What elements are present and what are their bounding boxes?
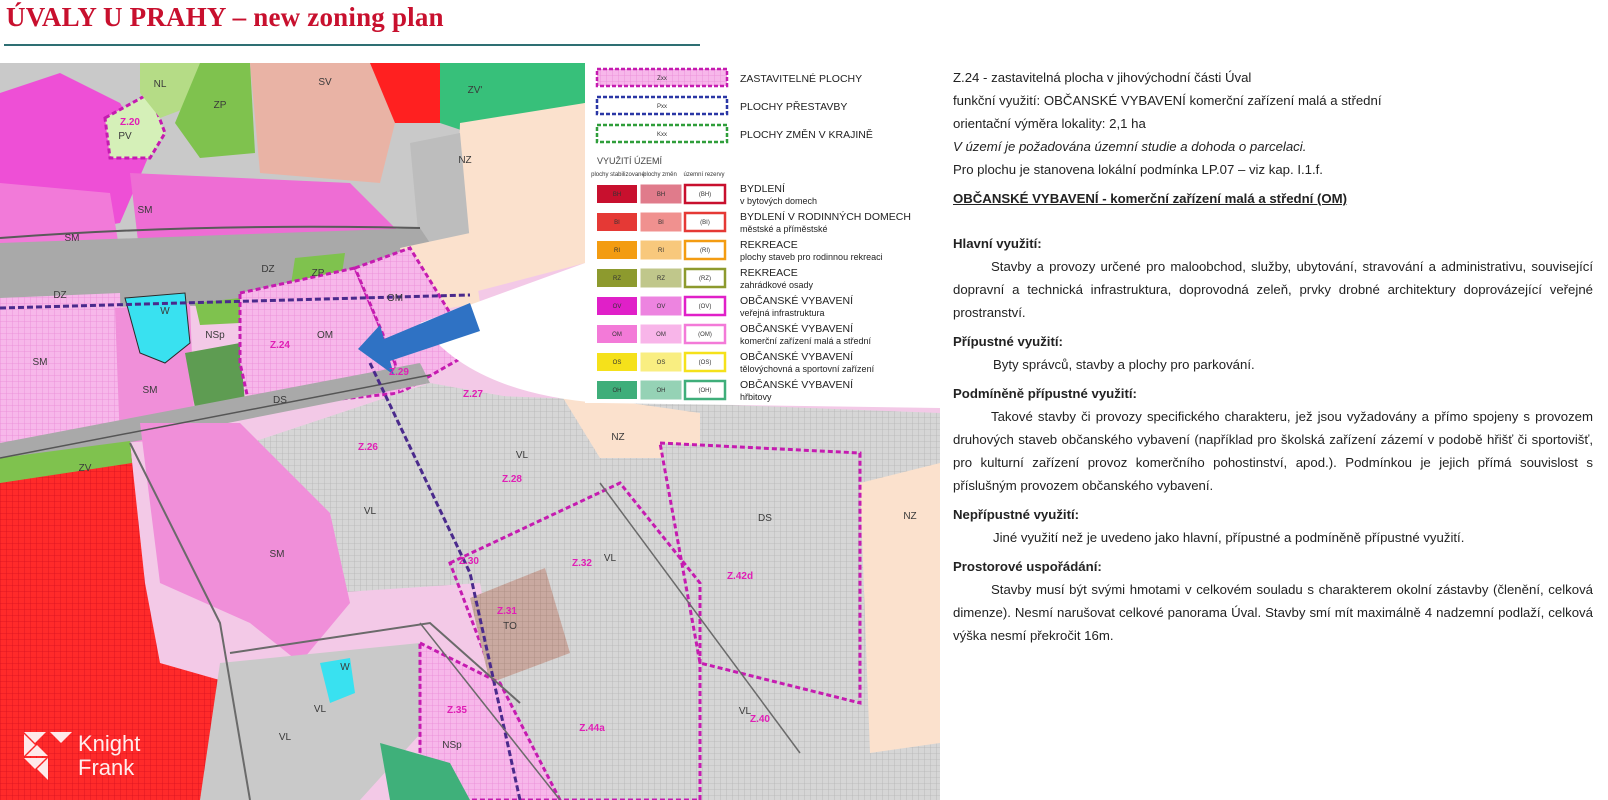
legend-row-title: BYDLENÍ V RODINNÝCH DOMECH	[740, 211, 911, 223]
legend-change-type: ZASTAVITELNÉ PLOCHY	[740, 73, 863, 85]
legend-swatch-code: (OV)	[698, 304, 712, 310]
logo-text-line2: Frank	[78, 755, 135, 780]
legend-row-title: BYDLENÍ	[740, 183, 785, 195]
intro-line: funkční využití: OBČANSKÉ VYBAVENÍ komerční zařízení malá a střední	[953, 93, 1382, 108]
zone-label: Z.26	[357, 442, 379, 453]
legend-chip-label: Kxx	[656, 132, 668, 138]
area-code-label: ZP	[213, 100, 227, 111]
knight-frank-logo	[24, 728, 164, 786]
zone-label: Z.31	[496, 606, 518, 617]
section-body: Byty správců, stavby a plochy pro parkování.	[993, 357, 1255, 372]
area-code-label: VL	[515, 450, 529, 461]
legend-swatch-code: OV	[656, 304, 666, 310]
area-code-label: NL	[153, 79, 167, 90]
legend-swatch-code: RI	[658, 248, 664, 254]
legend-swatch-code: RI	[614, 248, 620, 254]
legend-chip-label: Zxx	[657, 76, 667, 82]
area-nz-southeast	[860, 463, 940, 753]
area-code-label: VL	[603, 553, 617, 564]
legend-chip-label: Pxx	[656, 104, 668, 110]
zoning-map	[0, 63, 940, 800]
legend-swatch-code: (BI)	[700, 220, 710, 226]
section-body: Takové stavby či provozy specifického charakteru, jež jsou vyžadovány a přímo spojeny s provozem druhových staveb občanského vybavení (například pro školská zařízení zázemí v podobě hřišť či sportovišť, pro kulturní zařízení provoz komerčního pohostinství, apod.). Podmínkou je jejich přímá souvislost s příslušným provozem občanského vybavení.	[953, 409, 1593, 493]
area-code-label: VL	[738, 706, 752, 717]
section-heading: OBČANSKÉ VYBAVENÍ - komerční zařízení malá a střední (OM)	[953, 191, 1348, 206]
zone-label: Z.28	[501, 474, 523, 485]
legend-swatch-code: (BH)	[698, 192, 712, 198]
section-body: Stavby a provozy určené pro maloobchod, služby, ubytování, stravování a administrativu, související dopravní a technická infrastruktura, doprovodná zeleň, prvky drobné architektury doprovázející veřejné prostranství.	[953, 259, 1593, 320]
area-code-label: DZ	[53, 290, 67, 301]
area-code-label: OM	[386, 293, 404, 304]
section-title: Nepřípustné využití:	[953, 507, 1080, 522]
legend-row-title: OBČANSKÉ VYBAVENÍ	[740, 295, 854, 307]
page-title: ÚVALY U PRAHY – new zoning plan	[6, 2, 444, 32]
legend-row-title: OBČANSKÉ VYBAVENÍ	[740, 323, 854, 335]
intro-line: orientační výměra lokality: 2,1 ha	[953, 116, 1146, 131]
legend-row-title: REKREACE	[740, 239, 798, 251]
legend-swatch-code: OH	[656, 388, 666, 394]
area-code-label: NZ	[458, 155, 472, 166]
legend-row-subtitle: městské a příměstské	[740, 224, 828, 234]
area-code-label: DS	[758, 513, 772, 524]
area-code-label: W	[160, 306, 170, 317]
legend-swatch-code: BH	[612, 192, 622, 198]
legend-swatch-code: OS	[612, 360, 622, 366]
legend-row-title: REKREACE	[740, 267, 798, 279]
area-code-label: NZ	[611, 432, 625, 443]
zone-label: Z.40	[749, 714, 771, 725]
legend-swatch-code: OH	[612, 388, 622, 394]
zone-label: Z.42d	[726, 571, 754, 582]
legend-swatch-code: OS	[656, 360, 666, 366]
legend-swatch-code: (RZ)	[699, 276, 711, 282]
legend-row-subtitle: tělovýchovná a sportovní zařízení	[740, 364, 875, 374]
section-body: Jiné využití než je uvedeno jako hlavní, přípustné a podmíněně přípustné využití.	[993, 530, 1465, 545]
zone-label: Z.35	[446, 705, 468, 716]
map-legend	[585, 63, 940, 403]
legend-swatch-code: OM	[656, 332, 666, 338]
section-title: Podmíněně přípustné využití:	[953, 386, 1137, 401]
area-code-label: VL	[278, 732, 292, 743]
area-code-label: SM	[64, 233, 80, 244]
legend-swatch-code: (OS)	[698, 360, 712, 366]
section-title: Hlavní využití:	[953, 236, 1042, 251]
legend-swatch-code: (OM)	[698, 332, 712, 338]
area-code-label: NZ	[903, 511, 917, 522]
area-code-label: OM	[316, 330, 334, 341]
intro-italic-line: V území je požadována územní studie a dohoda o parcelaci.	[953, 139, 1307, 154]
area-code-label: SM	[137, 205, 153, 216]
legend-row-title: OBČANSKÉ VYBAVENÍ	[740, 351, 854, 363]
area-code-label: TO	[503, 621, 517, 632]
legend-col-header: územní rezervy	[683, 172, 725, 178]
area-code-label: DS	[273, 395, 287, 406]
logo-text-line1: Knight	[78, 731, 141, 756]
area-code-label: NSp	[442, 740, 462, 751]
legend-change-type: PLOCHY ZMĚN V KRAJINĚ	[740, 129, 873, 141]
section-title: Prostorové uspořádání:	[953, 559, 1102, 574]
legend-swatch-code: BI	[658, 220, 664, 226]
knight-frank-mark-icon	[24, 732, 74, 782]
zone-description	[953, 66, 1593, 647]
area-code-label: VL	[313, 704, 327, 715]
title-divider	[4, 44, 700, 46]
legend-swatch-code: (RI)	[700, 248, 710, 254]
zone-label: Z.24	[269, 340, 291, 351]
legend-change-type: PLOCHY PŘESTAVBY	[740, 101, 848, 113]
legend-row-subtitle: komerční zařízení malá a střední	[740, 336, 872, 346]
legend-swatch-code: OM	[612, 332, 622, 338]
intro-line: Pro plochu je stanovena lokální podmínka LP.07 – viz kap. I.1.f.	[953, 162, 1323, 177]
legend-swatch-code: BI	[614, 220, 620, 226]
zone-label: Z.32	[571, 558, 593, 569]
area-code-label: ZV	[78, 463, 92, 474]
zone-label: Z.27	[462, 389, 484, 400]
area-code-label: NSp	[205, 330, 225, 341]
zone-label: Z.20	[119, 117, 141, 128]
area-code-label: W	[340, 662, 350, 673]
legend-swatch-code: OV	[612, 304, 622, 310]
area-code-label: SM	[32, 357, 48, 368]
area-code-label: SV	[318, 77, 332, 88]
area-code-label: ZV'	[467, 85, 483, 96]
legend-row-subtitle: zahrádkové osady	[740, 280, 814, 290]
area-code-label: VL	[363, 506, 377, 517]
legend-swatch-code: RZ	[613, 276, 621, 282]
zone-label: Z.29	[388, 367, 410, 378]
legend-row-title: OBČANSKÉ VYBAVENÍ	[740, 379, 854, 391]
section-body: Stavby musí být svými hmotami v celkovém souladu s charakterem okolní zástavby (členění, celková dimenze). Nesmí narušovat celkové panorama Úval. Stavby smí mít maximálně 4 nadzemní podlaží, celková výška nesmí překročit 16m.	[953, 582, 1593, 643]
legend-row-subtitle: hřbitovy	[740, 392, 772, 402]
legend-row-subtitle: v bytových domech	[740, 196, 818, 206]
area-code-label: DZ	[261, 264, 275, 275]
legend-swatch-code: RZ	[657, 276, 665, 282]
zone-label: Z.44a	[579, 723, 605, 734]
area-code-label: SM	[269, 549, 285, 560]
legend-use-title: VYUŽITÍ ÚZEMÍ	[597, 156, 662, 166]
section-title: Přípustné využití:	[953, 334, 1063, 349]
area-code-label: ZP	[311, 268, 325, 279]
area-code-label: PV	[118, 131, 132, 142]
intro-line: Z.24 - zastavitelná plocha v jihovýchodní části Úval	[953, 70, 1252, 85]
area-code-label: SM	[142, 385, 158, 396]
legend-swatch-code: BH	[656, 192, 666, 198]
legend-row-subtitle: plochy staveb pro rodinnou rekreaci	[740, 252, 883, 262]
legend-swatch-code: (OH)	[698, 388, 712, 394]
legend-col-header: plochy změn	[643, 172, 677, 178]
legend-col-header: plochy stabilizované	[591, 172, 645, 178]
zone-label: Z.30	[458, 556, 480, 567]
legend-row-subtitle: veřejná infrastruktura	[740, 308, 825, 318]
